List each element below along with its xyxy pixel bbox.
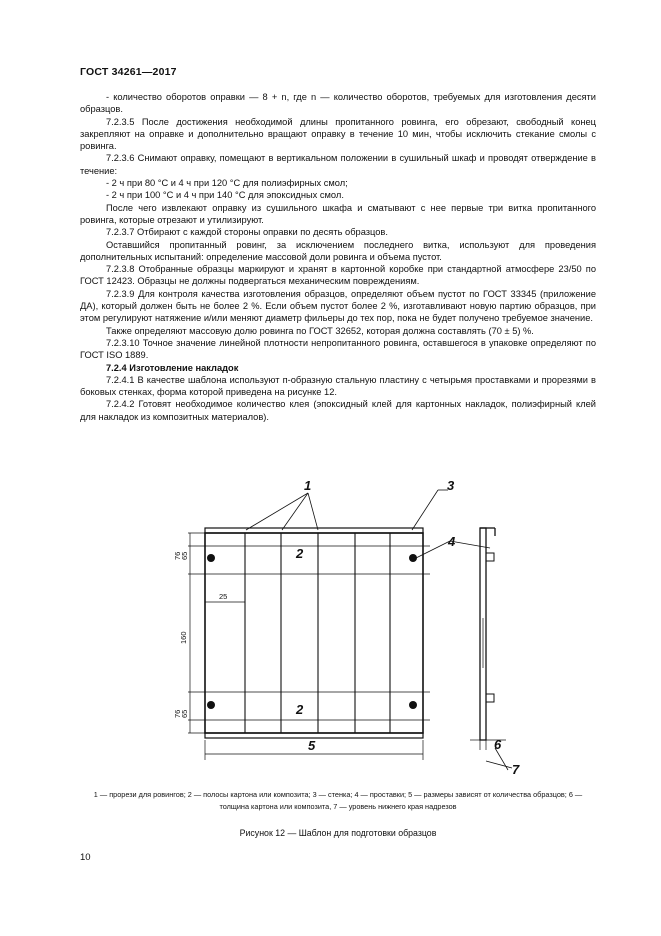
paragraph: Оставшийся пропитанный ровинг, за исключением последнего витка, используют для проведения дополнительных испытаний: определение массовой доли ровинга и объема пустот. [80, 239, 596, 262]
callout-7: 7 [512, 762, 520, 777]
dim-76-bottom: 76 [173, 709, 182, 718]
paragraph: 7.2.3.6 Снимают оправку, помещают в вертикальном положении в сушильный шкаф и проводят отверждение в течение: [80, 153, 596, 176]
body-text [80, 91, 596, 423]
paragraph: 7.2.3.9 Для контроля качества изготовления образцов, определяют объем пустот по ГОСТ 33345 (приложение ДА), который должен быть не более 2 %. Если объем пустот более 2 %, изготавливают новую партию образцов, при этом регулируют натяжение и/или меняют диаметр фильеры до тех пор, пока не будет получено требуемое значение. [80, 288, 596, 324]
page-number: 10 [80, 852, 91, 863]
paragraph: После чего извлекают оправку из сушильного шкафа и сматывают с нее первые три витка пропитанного ровинга, которые отрезают и утилизируют. [80, 202, 596, 225]
dim-160: 160 [179, 631, 188, 644]
callout-6: 6 [494, 737, 502, 752]
section-heading: 7.2.4 Изготовление накладок [106, 362, 239, 373]
dim-65-top: 65 [180, 551, 189, 560]
callout-4: 4 [448, 534, 456, 549]
paragraph: 7.2.4.1 В качестве шаблона используют п-образную стальную пластину с четырьмя проставками и прорезями в боковых стенках, форма которой приведена на рисунке 12. [80, 374, 596, 398]
document-header: ГОСТ 34261—2017 [80, 66, 177, 78]
dim-25: 25 [219, 592, 228, 601]
callout-3: 3 [447, 478, 455, 493]
figure-title: Рисунок 12 — Шаблон для подготовки образцов [239, 828, 437, 838]
paragraph: - 2 ч при 80 °С и 4 ч при 120 °С для полиэфирных смол; [106, 178, 348, 189]
paragraph: 7.2.3.10 Точное значение линейной плотности непропитанного ровинга, оставшегося в упаковке определяют по ГОСТ ISO 1889. [80, 337, 596, 361]
paragraph: 7.2.3.7 Отбирают с каждой стороны оправки по десять образцов. [106, 227, 388, 238]
paragraph: - количество оборотов оправки — 8 + n, где n — количество оборотов, требуемых для изготовления десяти образцов. [80, 92, 596, 115]
paragraph: 7.2.3.5 После достижения необходимой длины пропитанного ровинга, его обрезают, свободный конец закрепляют на оправке и дополнительно вращают оправку в течение 10 мин, чтобы исключить стекание смолы с ровинга. [80, 116, 596, 152]
paragraph: 7.2.4.2 Готовят необходимое количество клея (эпоксидный клей для картонных накладок, полиэфирный клей для накладок из композитных материалов). [80, 399, 596, 422]
paragraph: - 2 ч при 100 °С и 4 ч при 140 °С для эпоксидных смол. [106, 190, 344, 201]
figure-caption: 1 — прорези для ровингов; 2 — полосы картона или композита; 3 — стенка; 4 — проставки; 5 — размеры зависят от количества образцов; 6 — толщина картона или композита, 7 — уровень нижнего края надрезов [93, 790, 583, 811]
paragraph: 7.2.3.8 Отобранные образцы маркируют и хранят в картонной коробке при стандартной атмосфере 23/50 по ГОСТ 12423. Образцы не должны подвергаться механическим повреждениям. [80, 264, 596, 287]
callout-2-top: 2 [296, 546, 304, 561]
dim-65-bottom: 65 [180, 709, 189, 718]
callout-2-bottom: 2 [296, 702, 304, 717]
callout-1: 1 [304, 478, 312, 493]
dim-76-top: 76 [173, 551, 182, 560]
callout-5: 5 [308, 738, 316, 753]
figure-12-template-drawing [150, 478, 550, 778]
paragraph: Также определяют массовую долю ровинга по ГОСТ 32652, которая должна составлять (70 ± 5) %. [106, 325, 534, 336]
